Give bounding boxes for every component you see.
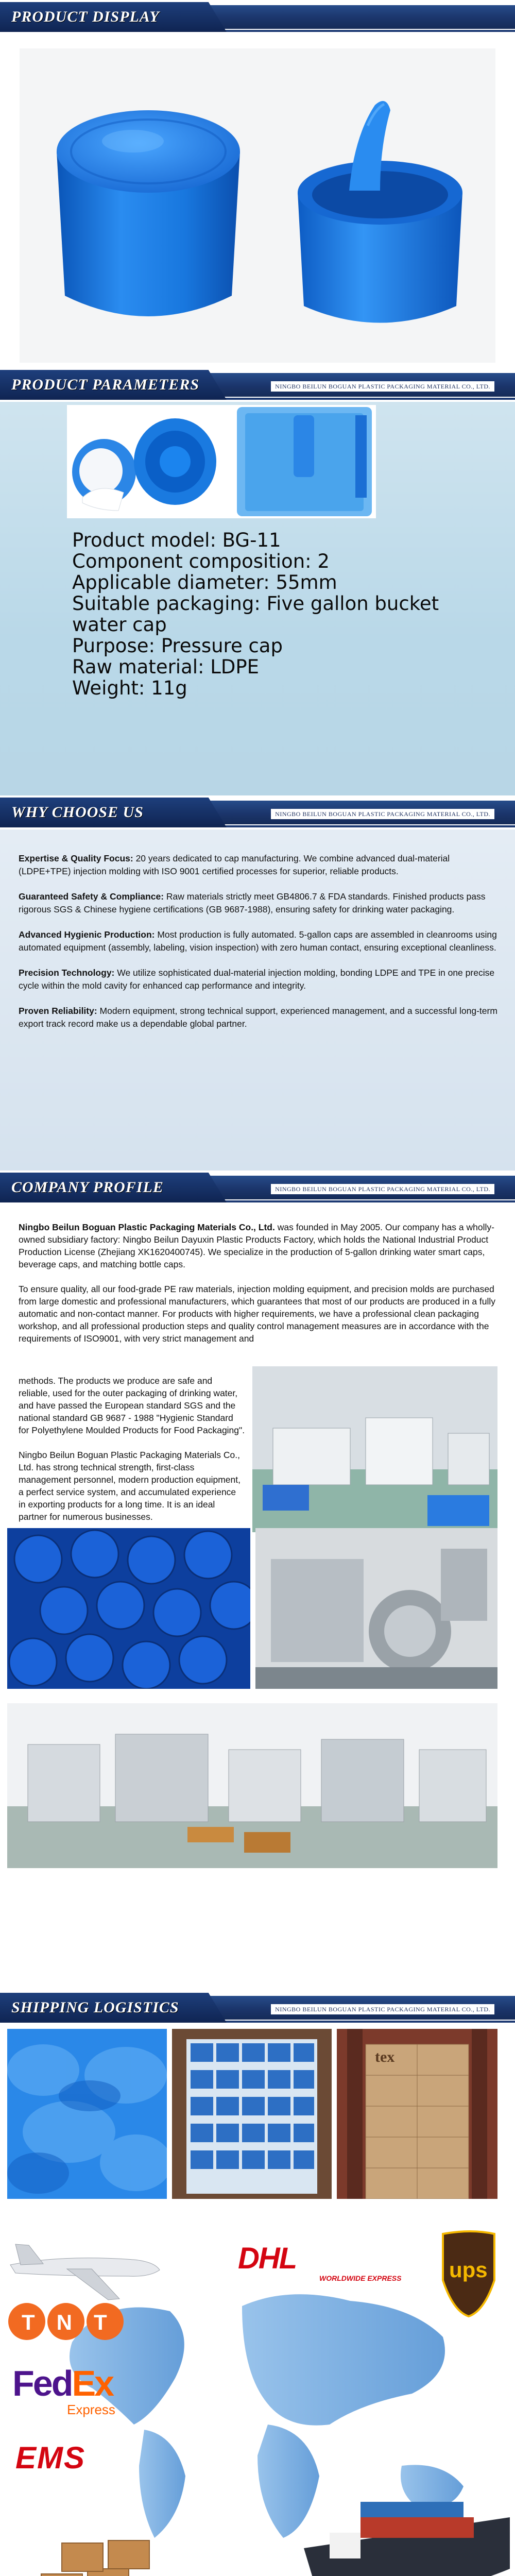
bagged-caps-photo <box>7 2029 167 2199</box>
why-banner-wrap <box>0 795 515 829</box>
airplane-icon <box>10 2244 160 2300</box>
company-profile-section <box>0 1205 515 1991</box>
section-banner <box>0 0 515 34</box>
section-banner <box>0 1171 515 1205</box>
spec-diameter: Applicable diameter: 55mm <box>72 571 337 594</box>
spec-weight: Weight: 11g <box>72 677 187 699</box>
profile-paragraph: To ensure quality, all our food-grade PE raw materials, injection molding equipment, and precision molds are purchased from large domestic and professional manufacturers, which guarantees that most of our products are produced in a fully automatic and non-contact manner. For products with higher requirements, we have a professional clean packaging workshop, and all professional production steps and quality control management measures are in accordance with the requirements of ISO9001, with very strict management and <box>19 1284 496 1344</box>
section-banner <box>0 368 515 402</box>
product-display-section <box>0 0 515 368</box>
profile-banner-wrap <box>0 1171 515 1205</box>
spec-model: Product model: BG-11 <box>72 529 281 551</box>
profile-paragraph: Ningbo Beilun Boguan Plastic Packaging Materials Co., Ltd. has strong technical strength, first-class management personnel, modern production equipment, a perfect service system, and accumulated experience in exporting products for a long time. It is an ideal partner for numerous businesses. <box>19 1450 241 1522</box>
fedex-tagline: Express <box>67 2402 115 2417</box>
blue-caps-stock-photo <box>7 1528 250 1689</box>
section-title: PRODUCT DISPLAY <box>11 8 160 25</box>
shipping-logistics-section <box>0 2025 515 2576</box>
profile-paragraph: methods. The products we produce are safe and reliable, used for the outer packaging of drinking water, and have passed the European standard SGS and the national standard GB 9687 - 1988 "Hygienic Standard for Polyethylene Moulded Products for Food Packaging". <box>19 1376 245 1435</box>
section-banner <box>0 795 515 829</box>
profile-paragraph: Ningbo Beilun Boguan Plastic Packaging Materials Co., Ltd. was founded in May 2005. Our company has a wholly-owned subsidiary factory: Ningbo Beilun Dayuxin Plastic Products Factory, which holds the National Industrial Product Production License (Zhejiang XK1620400745). We specialize in the production of 5-gallon drinking water smart caps, beverage caps, and matching bottle caps. <box>19 1222 494 1269</box>
ship-icon <box>304 2502 510 2576</box>
spec-purpose: Purpose: Pressure cap <box>72 635 283 657</box>
tnt-wordmark: TNT <box>22 2310 129 2334</box>
profile-intro <box>19 1221 497 1345</box>
section-title: WHY CHOOSE US <box>11 804 144 821</box>
carton-label: tex <box>375 2048 395 2065</box>
company-name-tag: NINGBO BEILUN BOGUAN PLASTIC PACKAGING MATERIAL CO., LTD. <box>271 1184 494 1194</box>
spec-material: Raw material: LDPE <box>72 656 260 678</box>
workshop-photo <box>7 1703 497 1868</box>
spec-components: Component composition: 2 <box>72 550 330 572</box>
profile-column <box>19 1375 245 1523</box>
shipping-banner-wrap <box>0 1991 515 2025</box>
company-name-tag: NINGBO BEILUN BOGUAN PLASTIC PACKAGING MATERIAL CO., LTD. <box>271 2004 494 2014</box>
advantage-item: Advanced Hygienic Production: Most production is fully automated. 5-gallon caps are assembled in cleanrooms using automated equipment (assembly, labeling, vision inspection) with zero human contact, ensuring exceptional cleanliness. <box>19 929 497 953</box>
advantage-item: Expertise & Quality Focus: 20 years dedicated to cap manufacturing. We combine advanced dual-material (LDPE+TPE) injection molding with ISO 9001 certified processes for superior, reliable products. <box>19 853 450 876</box>
cap-views-illustration <box>67 405 376 518</box>
dhl-tagline: WORLDWIDE EXPRESS <box>319 2274 402 2282</box>
advantage-item: Proven Reliability: Modern equipment, strong technical support, experienced management, and a successful long-term export track record make us a dependable global partner. <box>19 1006 497 1029</box>
logistics-collage <box>0 2208 515 2576</box>
section-banner <box>0 1991 515 2025</box>
ups-wordmark: ups <box>449 2258 488 2282</box>
blue-caps-illustration <box>20 48 495 363</box>
ems-wordmark: EMS <box>15 2441 86 2475</box>
container-brown-cartons-photo <box>337 2029 497 2199</box>
company-name-tag: NINGBO BEILUN BOGUAN PLASTIC PACKAGING MATERIAL CO., LTD. <box>271 381 494 392</box>
factory-photo <box>252 1366 497 1532</box>
product-thumbnails <box>67 405 376 518</box>
product-parameters-section <box>0 402 515 795</box>
section-title: COMPANY PROFILE <box>11 1179 164 1196</box>
section-title: SHIPPING LOGISTICS <box>11 1999 179 2016</box>
container-blue-cartons-photo <box>172 2029 332 2199</box>
dhl-wordmark: DHL <box>238 2242 297 2275</box>
product-photo <box>20 48 495 363</box>
params-banner-wrap <box>0 368 515 402</box>
spec-packaging: Suitable packaging: Five gallon bucket water cap <box>72 592 439 636</box>
assembly-machine-photo <box>255 1528 497 1689</box>
advantage-item: Precision Technology: We utilize sophisticated dual-material injection molding, bonding LDPE and TPE in one precise cycle within the mold cavity for enhanced cap performance and integrity. <box>19 968 495 991</box>
spec-list <box>72 530 494 699</box>
why-choose-us-section <box>0 829 515 1171</box>
fedex-wordmark: FedEx <box>12 2363 113 2403</box>
advantage-item: Guaranteed Safety & Compliance: Raw materials strictly meet GB4806.7 & FDA standards. Finished products pass rigorous SGS & Chinese hygiene certifications (GB 9687-1988), ensuring safety for drinking water packaging. <box>19 891 486 914</box>
section-title: PRODUCT PARAMETERS <box>11 376 200 393</box>
advantage-list <box>19 852 497 1043</box>
company-name-tag: NINGBO BEILUN BOGUAN PLASTIC PACKAGING MATERIAL CO., LTD. <box>271 809 494 819</box>
